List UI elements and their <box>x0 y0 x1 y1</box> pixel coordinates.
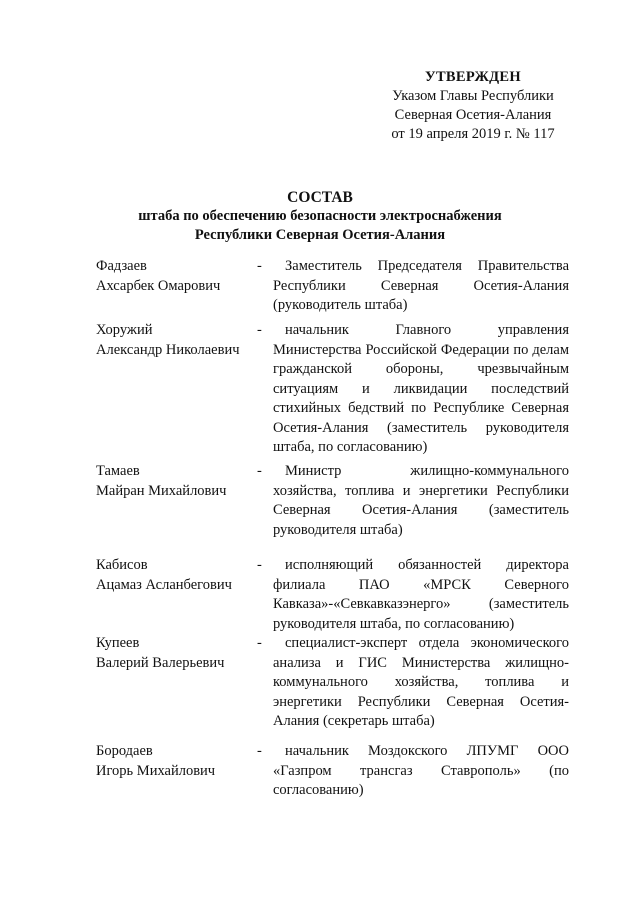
heading-title: СОСТАВ <box>287 189 353 206</box>
member-name <box>96 634 266 673</box>
member-name <box>96 742 266 781</box>
member-name <box>96 257 266 296</box>
member-surname: Хоружий <box>96 322 153 338</box>
member-given-names: Ацамаз Асланбегович <box>96 576 232 593</box>
member-dash: - <box>257 743 262 759</box>
member-role: Министр жилищно-коммунального хозяйства, топлива и энергетики Республики Северная Осетия-Алания (заместитель руководителя штаба) <box>273 463 569 538</box>
member-given-names: Валерий Валерьевич <box>96 654 225 671</box>
member-given-names: Ахсарбек Омарович <box>96 277 221 294</box>
approval-line-1: Указом Главы Республики <box>392 88 554 104</box>
member-surname: Кабисов <box>96 557 148 573</box>
member-name <box>96 462 266 501</box>
member-role: специалист-эксперт отдела экономического анализа и ГИС Министерства жилищно-коммунального хозяйства, топлива и энергетики Республики Северная Осетия-Алания (секретарь штаба) <box>273 635 569 729</box>
member-role: начальник Моздокского ЛПУМГ ООО «Газпром трансгаз Ставрополь» (по согласованию) <box>273 743 569 798</box>
member-given-names: Игорь Михайлович <box>96 762 216 779</box>
member-dash: - <box>257 463 262 479</box>
approval-date-number: от 19 апреля 2019 г. № 117 <box>391 126 555 142</box>
approval-title: УТВЕРЖДЕН <box>425 69 521 85</box>
member-name <box>96 556 266 595</box>
member-role: начальник Главного управления Министерства Российской Федерации по делам гражданской обороны, чрезвычайным ситуациям и ликвидации последствий стихийных бедствий по Республике Северная Осетия-Алания (заместитель руководителя штаба, по согласованию) <box>273 322 569 455</box>
member-given-names: Майран Михайлович <box>96 482 227 499</box>
member-role: Заместитель Председателя Правительства Республики Северная Осетия-Алания (руководитель штаба) <box>273 258 569 313</box>
member-name <box>96 321 266 360</box>
heading-subtitle-1: штаба по обеспечению безопасности электроснабжения <box>138 208 502 224</box>
member-surname: Фадзаев <box>96 258 147 274</box>
member-dash: - <box>257 557 262 573</box>
member-surname: Бородаев <box>96 743 153 759</box>
member-dash: - <box>257 322 262 338</box>
approval-line-2: Северная Осетия-Алания <box>394 107 552 123</box>
member-role: исполняющий обязанностей директора филиала ПАО «МРСК Северного Кавказа»-«Севкавказэнерго» (заместитель руководителя штаба, по согласованию) <box>273 557 569 632</box>
member-dash: - <box>257 635 262 651</box>
member-surname: Купеев <box>96 635 140 651</box>
member-surname: Тамаев <box>96 463 140 479</box>
heading-subtitle-2: Республики Северная Осетия-Алания <box>194 227 446 243</box>
member-dash: - <box>257 258 262 274</box>
member-given-names: Александр Николаевич <box>96 341 240 358</box>
